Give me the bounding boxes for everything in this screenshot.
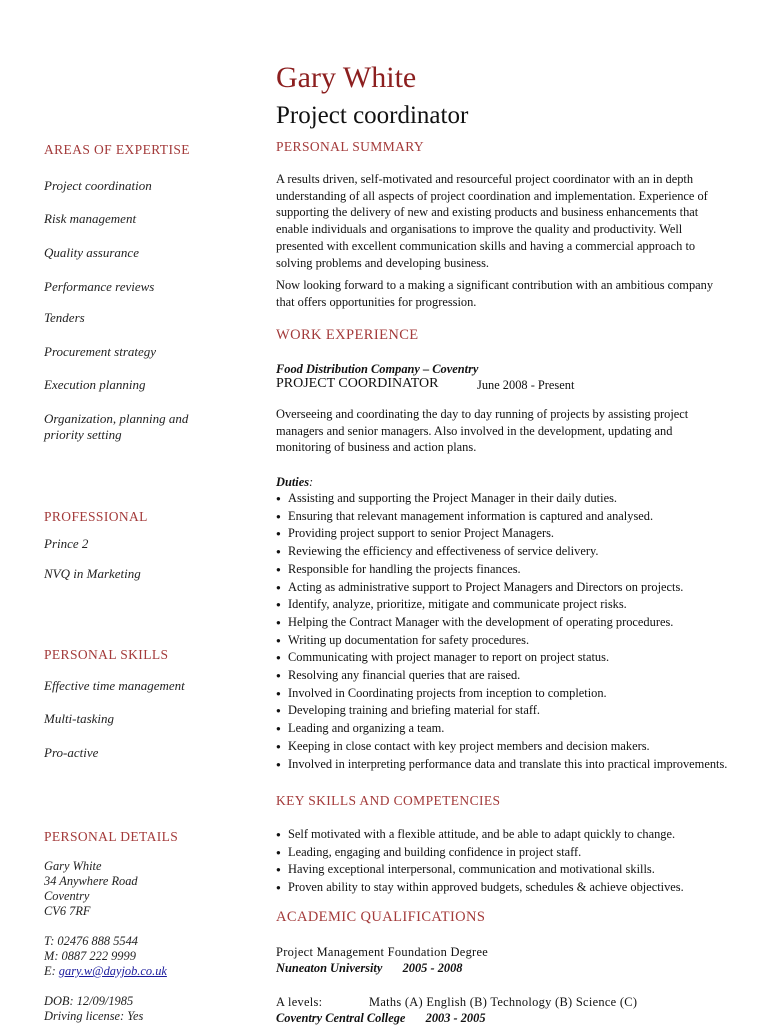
details-address-line: 34 Anywhere Road [44,874,138,888]
key-skill-item: ● Having exceptional interpersonal, communication and motivational skills. [276,861,736,879]
skill-item: Pro-active [44,745,99,760]
professional-heading: PROFESSIONAL [44,509,148,524]
academic-heading: ACADEMIC QUALIFICATIONS [276,909,486,925]
details-address-town: Coventry [44,889,90,903]
expertise-item: Procurement strategy [44,344,157,359]
key-skill-item: ● Proven ability to stay within approved budgets, schedules & achieve objectives. [276,879,736,897]
key-skills-list [276,826,736,897]
expertise-item: Execution planning [44,377,146,392]
role-title: PROJECT COORDINATOR [276,376,439,391]
skill-item: Effective time management [44,678,185,693]
role-description: Overseeing and coordinating the day to day running of projects by assisting project managers and senior managers. Also involved in the development, updating and monitoring of business and action plans. [276,407,689,455]
details-name: Gary White [44,859,102,873]
alevels-grades: Maths (A) English (B) Technology (B) Science (C) [369,995,638,1009]
duty-item: ● Resolving any financial queries that are raised. [276,667,736,685]
key-skill-item: ● Self motivated with a flexible attitude, and be able to adapt quickly to change. [276,826,736,844]
employer: Food Distribution Company – Coventry [276,362,479,376]
job-title: Project coordinator [276,102,469,129]
candidate-name: Gary White [276,61,417,94]
skill-item: Multi-tasking [44,711,115,726]
expertise-item: Performance reviews [44,279,155,294]
personal-details [44,859,167,1024]
details-postcode: CV6 7RF [44,904,91,918]
duty-item: ● Helping the Contract Manager with the development of operating procedures. [276,614,736,632]
skills-heading: PERSONAL SKILLS [44,647,169,662]
expertise-item: Quality assurance [44,245,139,260]
expertise-item: Tenders [44,310,85,325]
summary-heading: PERSONAL SUMMARY [276,139,425,154]
email-link[interactable]: gary.w@dayjob.co.uk [58,964,167,978]
duty-item: ● Acting as administrative support to Project Managers and Directors on projects. [276,579,736,597]
expertise-heading: AREAS OF EXPERTISE [44,142,190,157]
expertise-item: Organization, planning and priority setting [44,411,189,442]
duty-item: ● Communicating with project manager to report on project status. [276,649,736,667]
duty-item: ● Providing project support to senior Project Managers. [276,525,736,543]
professional-item: Prince 2 [44,536,89,551]
duty-item: ● Ensuring that relevant management information is captured and analysed. [276,508,736,526]
key-skill-item: ● Leading, engaging and building confidence in project staff. [276,844,736,862]
duty-item: ● Involved in interpreting performance data and translate this into practical improvements. [276,756,736,774]
duty-item: ● Keeping in close contact with key project members and decision makers. [276,738,736,756]
alevels-label: A levels: [276,995,323,1009]
duty-item: ● Involved in Coordinating projects from inception to completion. [276,685,736,703]
duty-item: ● Writing up documentation for safety procedures. [276,632,736,650]
duty-item: ● Developing training and briefing material for staff. [276,702,736,720]
details-email-row [44,964,167,979]
summary-paragraph: A results driven, self-motivated and resourceful project coordinator with an in depth understanding of all aspects of project coordination and implementation. Experience of supporting the delivery of new and existing products and business enhancements that enable individuals and organisations to improve the quality and productivity. Well presented with excellent communication skills and having a commercial approach to solving problems and developing business. [276,172,708,270]
details-email-label: E: [44,964,59,978]
college-row [276,1010,726,1027]
duty-item: ● Reviewing the efficiency and effectiveness of service delivery. [276,543,736,561]
alevels-row [276,994,726,1011]
college-dates: 2003 - 2005 [425,1011,486,1025]
role-dates: June 2008 - Present [477,378,575,392]
duties-label [276,474,726,491]
professional-item: NVQ in Marketing [44,566,141,581]
college: Coventry Central College [276,1011,406,1025]
duty-item: ● Leading and organizing a team. [276,720,736,738]
summary-paragraph-2: Now looking forward to a making a significant contribution with an ambitious company that offers opportunities for progression. [276,278,714,309]
degree: Project Management Foundation Degree [276,945,489,959]
work-heading: WORK EXPERIENCE [276,327,419,343]
university: Nuneaton University [276,961,383,975]
expertise-item: Risk management [44,211,137,226]
details-heading: PERSONAL DETAILS [44,829,179,844]
details-mobile: M: 0887 222 9999 [44,949,136,963]
details-driving-license: Driving license: Yes [44,1009,144,1023]
duty-item: ● Assisting and supporting the Project Manager in their daily duties. [276,490,736,508]
duties-list [276,490,736,773]
expertise-item: Project coordination [44,178,152,193]
key-skills-heading: KEY SKILLS AND COMPETENCIES [276,793,501,808]
duties-colon: : [309,475,314,489]
details-dob: DOB: 12/09/1985 [44,994,134,1008]
university-row [276,960,726,977]
duty-item: ● Identify, analyze, prioritize, mitigate and communicate project risks. [276,596,736,614]
duty-item: ● Responsible for handling the projects finances. [276,561,736,579]
university-dates: 2005 - 2008 [402,961,463,975]
details-telephone: T: 02476 888 5544 [44,934,138,948]
duties-label-text: Duties [276,475,310,489]
